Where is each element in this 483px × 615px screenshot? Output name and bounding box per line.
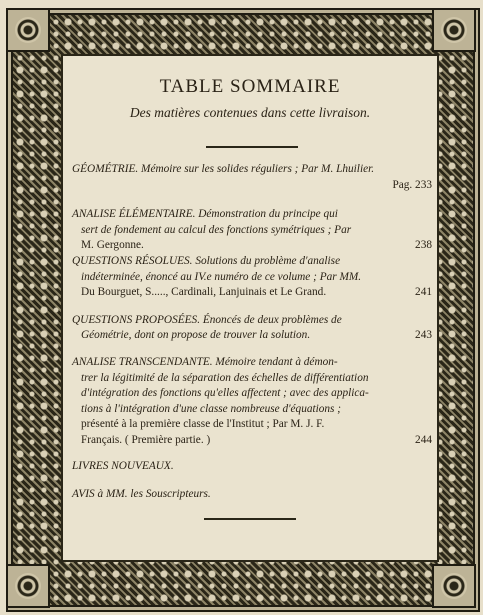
divider-rule xyxy=(206,146,298,148)
entry-heading: QUESTIONS RÉSOLUES. xyxy=(72,254,193,267)
entry-text: M. Gergonne. xyxy=(81,239,144,252)
contents-entry xyxy=(72,487,432,503)
entry-heading: GÉOMÉTRIE. xyxy=(72,163,139,175)
entry-heading: LIVRES NOUVEAUX. xyxy=(72,459,174,472)
corner-ornament xyxy=(432,8,476,52)
entry-heading: QUESTIONS PROPOSÉES. xyxy=(72,313,201,326)
content-panel xyxy=(63,56,437,560)
contents-entry xyxy=(72,355,432,449)
contents-entry xyxy=(72,254,432,301)
entry-heading: ANALISE TRANSCENDANTE. xyxy=(72,355,213,368)
entry-text: indéterminée, énoncé au IV.e numéro de ce volume ; Par MM. xyxy=(81,270,362,283)
entry-text: sert de fondement au calcul des fonctions symétriques ; Par xyxy=(81,223,352,236)
entry-page: 241 xyxy=(415,286,432,299)
entry-text: Mémoire tendant à démon- xyxy=(215,355,338,368)
page-subtitle: Des matières contenues dans cette livraison. xyxy=(129,105,371,120)
entry-text: Solutions du problème d'analise xyxy=(195,254,341,267)
corner-ornament xyxy=(6,8,50,52)
contents-entry xyxy=(72,459,432,475)
corner-ornament xyxy=(432,564,476,608)
entry-page: 244 xyxy=(415,433,432,446)
entry-page: 238 xyxy=(415,239,432,252)
corner-ornament xyxy=(6,564,50,608)
contents-entry xyxy=(72,207,432,254)
entry-text: trer la légitimité de la séparation des échelles de différentiation xyxy=(81,371,369,384)
contents-entry xyxy=(72,162,432,193)
entry-heading: ANALISE ÉLÉMENTAIRE. xyxy=(72,208,196,221)
entry-text: Démonstration du principe qui xyxy=(198,208,338,221)
entry-page: 243 xyxy=(415,329,432,342)
entry-text: présenté à la première classe de l'Institut ; Par M. J. F. xyxy=(81,418,325,431)
divider-rule xyxy=(204,518,296,520)
entry-text: Mémoire sur les solides réguliers ; Par M. Lhuilier. xyxy=(141,163,375,175)
entry-text: Français. ( Première partie. ) xyxy=(81,433,211,446)
contents-list xyxy=(72,162,432,503)
entry-text: Géométrie, dont on propose de trouver la solution. xyxy=(81,329,311,342)
entry-text: Énoncés de deux problèmes de xyxy=(202,313,342,326)
contents-entry xyxy=(72,313,432,344)
page-title: TABLE SOMMAIRE xyxy=(159,76,341,97)
entry-text: tions à l'intégration d'une classe nombreuse d'équations ; xyxy=(81,402,342,415)
entry-text: Du Bourguet, S....., Cardinali, Lanjuinais et Le Grand. xyxy=(81,286,327,299)
entry-page: Pag. 233 xyxy=(392,178,432,191)
entry-heading: AVIS à MM. les Souscripteurs. xyxy=(72,488,211,501)
entry-text: d'intégration des fonctions qu'elles affectent ; avec des applica- xyxy=(81,387,369,400)
